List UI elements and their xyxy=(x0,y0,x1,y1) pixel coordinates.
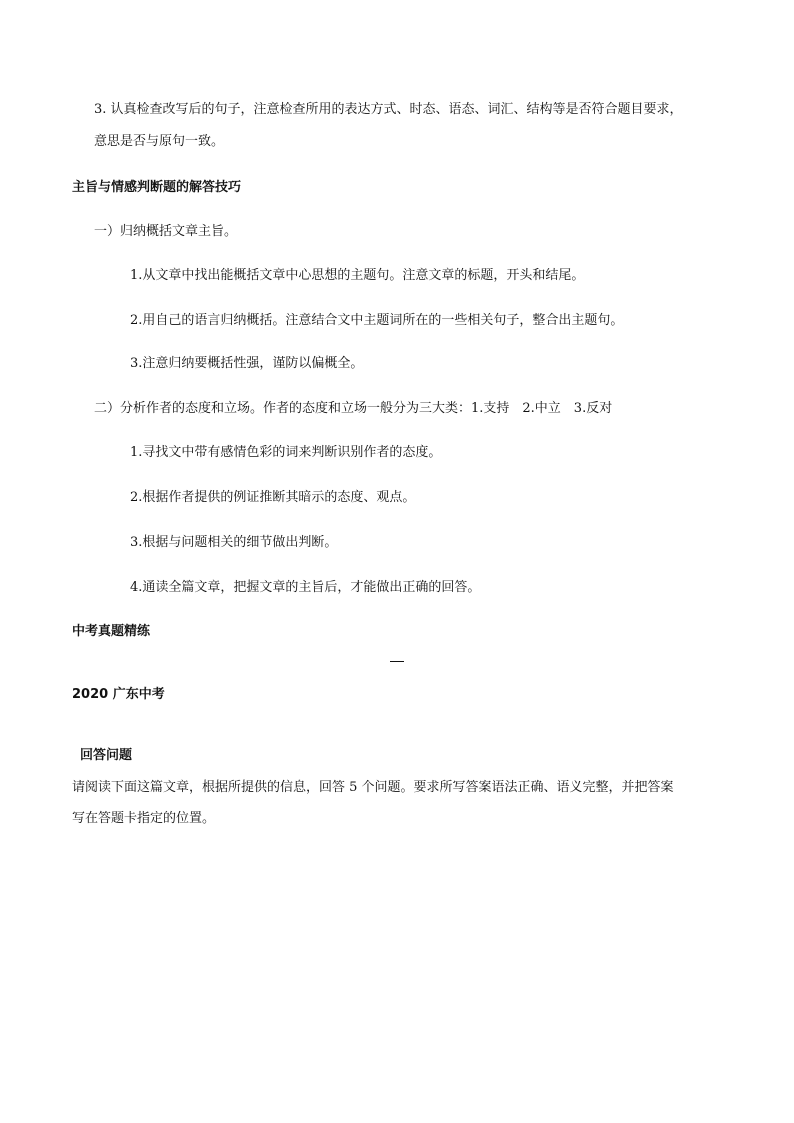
instruction-line-2: 写在答题卡指定的位置。 xyxy=(72,811,216,826)
section-2-title: 二）分析作者的态度和立场。作者的态度和立场一般分为三大类：1.支持 2.中立 3.反对 xyxy=(94,401,613,416)
instruction-line-1: 请阅读下面这篇文章，根据所提供的信息，回答 5 个问题。要求所写答案语法正确、语义完整，并把答案 xyxy=(72,780,674,795)
paragraph-3-line-2: 意思是否与原句一致。 xyxy=(94,134,225,149)
section-1-item-1: 1.从文章中找出能概括文章中心思想的主题句。注意文章的标题，开头和结尾。 xyxy=(130,268,585,283)
heading-practice: 中考真题精练 xyxy=(72,624,151,639)
section-2-item-4: 4.通读全篇文章，把握文章的主旨后，才能做出正确的回答。 xyxy=(130,580,481,595)
heading-year: 2020 广东中考 xyxy=(72,687,165,702)
paragraph-3-line-1: 3. 认真检查改写后的句子，注意检查所用的表达方式、时态、语态、词汇、结构等是否符合题目要求， xyxy=(94,102,683,117)
center-dash-divider xyxy=(390,661,404,662)
section-1-item-3: 3.注意归纳要概括性强，谨防以偏概全。 xyxy=(130,356,364,371)
section-2-item-3: 3.根据与问题相关的细节做出判断。 xyxy=(130,535,338,550)
section-2-item-2: 2.根据作者提供的例证推断其暗示的态度、观点。 xyxy=(130,490,416,505)
heading-main-idea: 主旨与情感判断题的解答技巧 xyxy=(72,180,242,195)
section-1-item-2: 2.用自己的语言归纳概括。注意结合文中主题词所在的一些相关句子，整合出主题句。 xyxy=(130,313,624,328)
heading-answer-questions: 回答问题 xyxy=(80,748,133,763)
section-1-title: 一）归纳概括文章主旨。 xyxy=(94,224,238,239)
section-2-item-1: 1.寻找文中带有感情色彩的词来判断识别作者的态度。 xyxy=(130,445,442,460)
